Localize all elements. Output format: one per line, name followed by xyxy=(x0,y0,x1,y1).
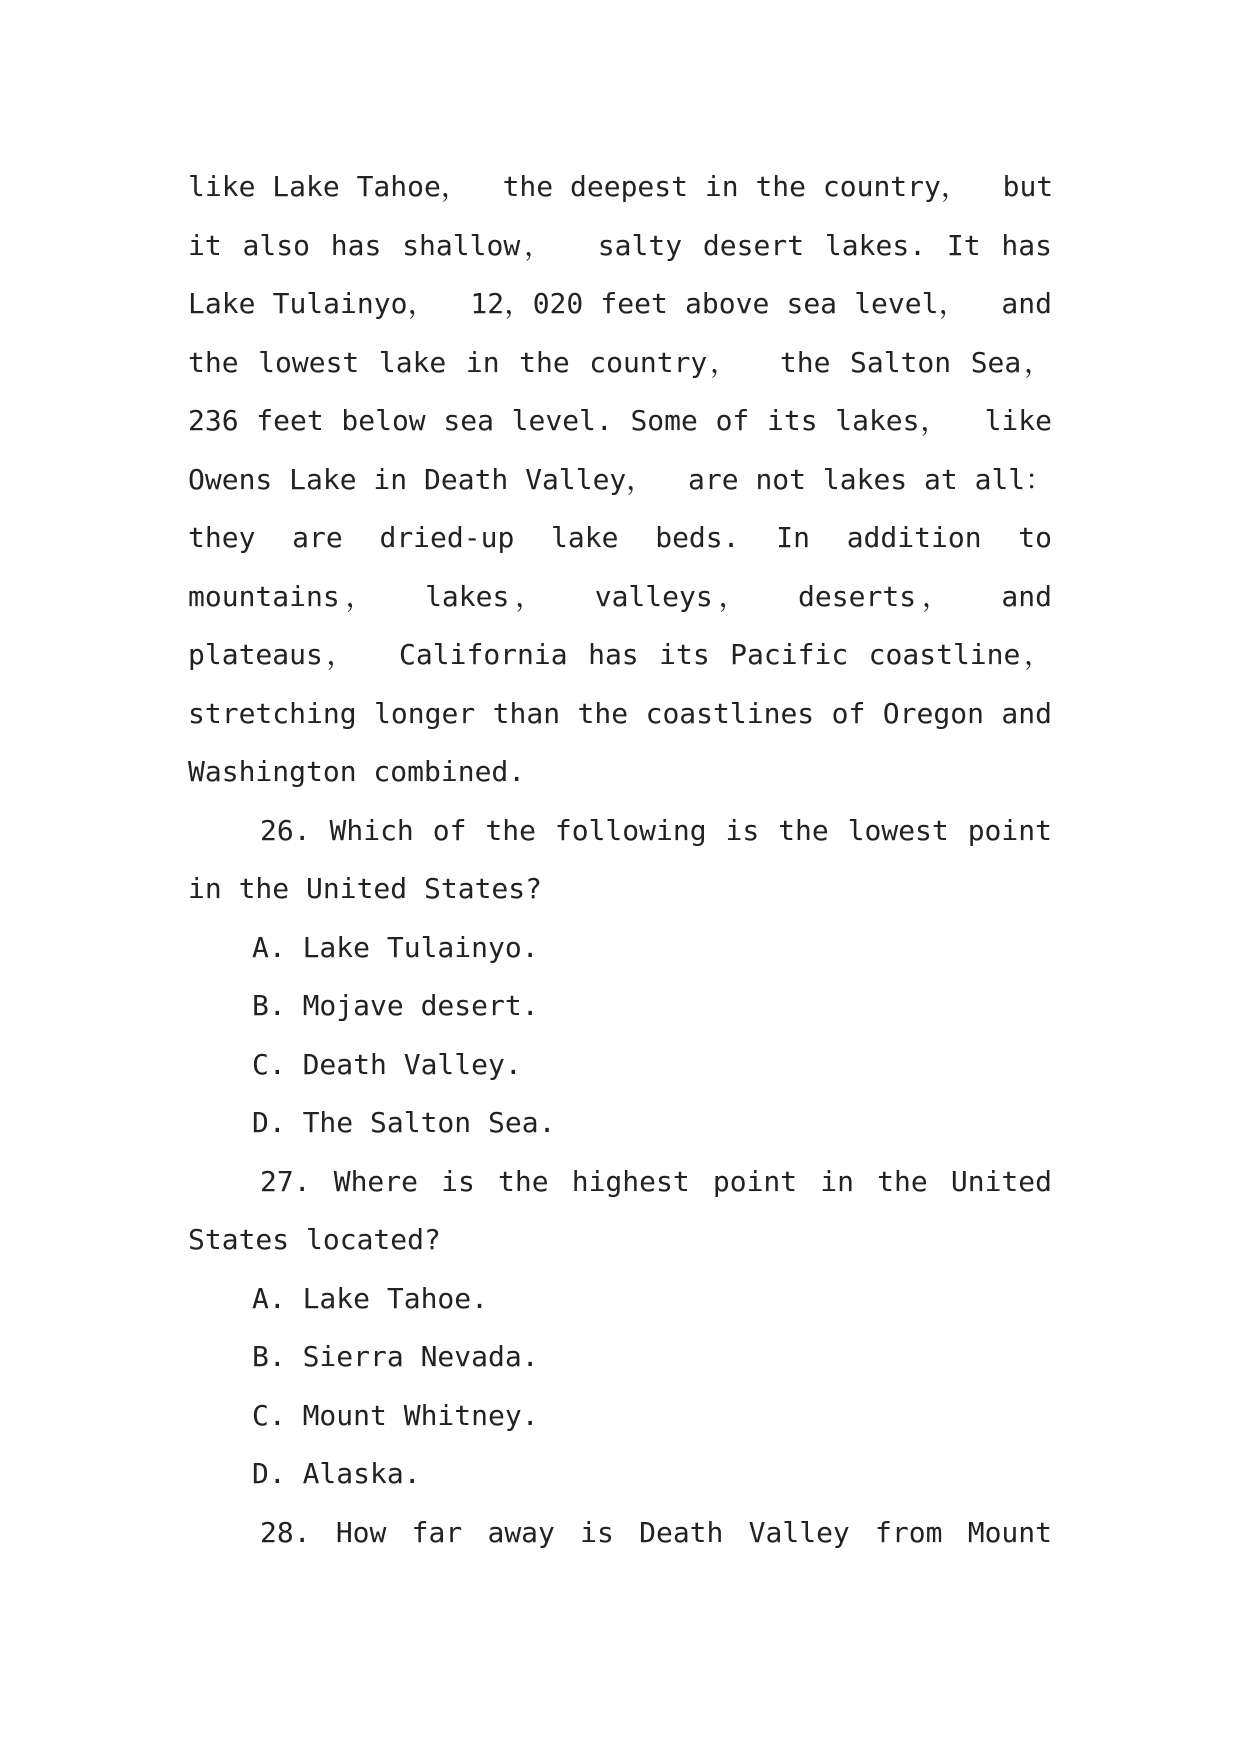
document-page xyxy=(188,158,1052,1562)
passage-line: plateaus， California has its Pacific coastline， xyxy=(188,638,1052,671)
question-stem: 26. Which of the following is the lowest point xyxy=(260,813,1052,847)
option-b: B. Sierra Nevada. xyxy=(252,1340,539,1373)
passage xyxy=(188,158,1052,802)
question-28 xyxy=(188,1504,1052,1563)
passage-line: they are dried-up lake beds. In addition to xyxy=(188,521,1052,554)
question-stem-continued: States located? xyxy=(188,1223,441,1256)
option-c: C. Mount Whitney. xyxy=(252,1398,539,1432)
passage-line: the lowest lake in the country， the Salton Sea， xyxy=(188,345,1052,379)
passage-line: stretching longer than the coastlines of Oregon and xyxy=(188,696,1052,730)
question-26 xyxy=(188,802,1052,1153)
option-a: A. Lake Tulainyo. xyxy=(252,930,539,964)
option-d: D. Alaska. xyxy=(252,1457,421,1490)
passage-line: 236 feet below sea level. Some of its lakes， like xyxy=(188,404,1052,437)
passage-line: like Lake Tahoe， the deepest in the country， but xyxy=(188,170,1054,203)
option-d: D. The Salton Sea. xyxy=(252,1106,556,1139)
option-a: A. Lake Tahoe. xyxy=(252,1281,489,1315)
passage-line: Washington combined. xyxy=(188,755,526,788)
passage-line: it also has shallow， salty desert lakes. It has xyxy=(188,228,1052,262)
question-stem-continued: in the United States? xyxy=(188,872,543,905)
passage-line: Lake Tulainyo， 12，020 feet above sea level， and xyxy=(188,287,1052,320)
question-27 xyxy=(188,1153,1052,1504)
option-c: C. Death Valley. xyxy=(252,1047,522,1081)
question-stem: 27. Where is the highest point in the United xyxy=(260,1164,1052,1198)
passage-line: Owens Lake in Death Valley， are not lakes at all： xyxy=(188,462,1054,496)
question-stem: 28. How far away is Death Valley from Mount xyxy=(260,1515,1052,1549)
passage-line: mountains， lakes， valleys， deserts， and xyxy=(188,579,1052,613)
option-b: B. Mojave desert. xyxy=(252,989,539,1022)
